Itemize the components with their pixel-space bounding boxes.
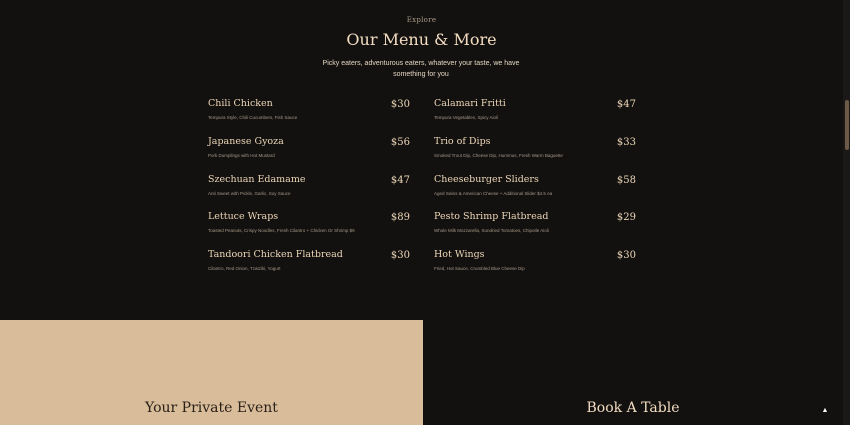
section-eyebrow: Explore [406,16,437,24]
menu-item-desc: Aged Swiss & American Cheese + Additional Slider $4.5 ea [434,191,553,196]
menu-item-name: Szechuan Edamame [208,174,306,185]
menu-item-price: $56 [390,137,410,148]
menu-item-name: Cheeseburger Sliders [434,174,539,185]
menu-item-desc: Pork Dumplings with Hot Mustard [208,153,275,158]
menu-item-desc: Whole Milk Mozzarella, Sundried Tomatoes, Chipotle Aioli [434,228,549,233]
menu-item-name: Calamari Fritti [434,98,506,109]
menu-item-price: $29 [616,212,636,223]
menu-item-price: $30 [390,99,410,110]
menu-list [208,98,638,278]
menu-item [208,136,410,166]
menu-item-name: Chili Chicken [208,98,273,109]
section-title: Our Menu & More [346,30,497,49]
menu-item-price: $89 [390,212,410,223]
menu-item-desc: Tempura Vegetables, Spicy Aioli [434,115,499,120]
back-to-top-button[interactable] [820,405,830,415]
menu-item-name: Trio of Dips [434,136,491,147]
menu-item-name: Tandoori Chicken Flatbread [208,249,343,260]
menu-item [208,174,410,204]
page-scrollbar[interactable] [843,0,850,425]
menu-item-price: $30 [616,250,636,261]
menu-item-desc: Tempura Style, Chili Cucumbers, Fish Sauce [208,115,298,120]
menu-item-price: $58 [616,175,636,186]
menu-item-desc: Fried, Hot Sauce, Crumbled Blue Cheese Dip [434,266,525,271]
book-table-heading: Book A Table [586,400,680,416]
menu-item-desc: Toasted Peanuts, Crispy Noodles, Fresh Cilantro + Chicken Or Shrimp $9 [208,228,355,233]
menu-item [434,174,636,204]
menu-item [208,249,410,279]
menu-item [208,211,410,241]
section-subtitle: Picky eaters, adventurous eaters, whatever your taste, we have something for you [322,60,520,78]
menu-item-desc: Anti Sweet with Pickle, Garlic, Soy Sauce [208,191,291,196]
chevron-up-icon: ▲ [821,406,829,414]
menu-item [208,98,410,128]
menu-item-price: $47 [390,175,410,186]
menu-item-name: Hot Wings [434,249,485,260]
menu-item [434,98,636,128]
menu-item-name: Lettuce Wraps [208,211,279,222]
menu-item-price: $47 [616,99,636,110]
menu-item [434,211,636,241]
menu-item-price: $30 [390,250,410,261]
scrollbar-thumb[interactable] [845,100,849,150]
menu-item-name: Japanese Gyoza [208,136,284,147]
menu-item-desc: Smoked Trout Dip, Cheese Dip, Hummus, Fresh Warm Baguette [434,153,563,158]
private-event-heading: Your Private Event [145,400,278,416]
menu-item-name: Pesto Shrimp Flatbread [434,211,549,222]
menu-item [434,136,636,166]
menu-item-price: $33 [616,137,636,148]
menu-item-desc: Cilantro, Red Onion, Tzatziki, Yogurt [208,266,281,271]
menu-item [434,249,636,279]
